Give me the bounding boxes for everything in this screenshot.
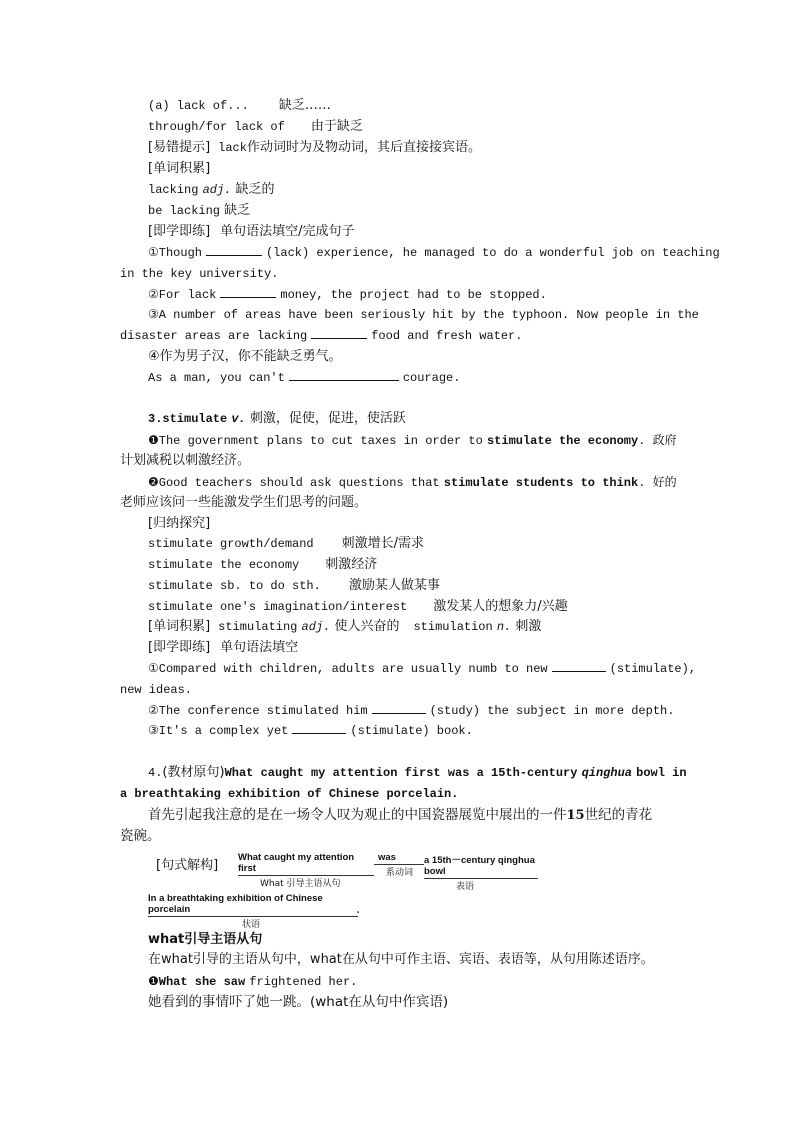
sentence-4-translation: 首先引起我注意的是在一场令人叹为观止的中国瓷器展览中展出的一件15世纪的青花 (148, 807, 653, 823)
vocab-line: [单词积累] stimulating adj. 使人兴奋的 stimulation n. 刺激 (148, 619, 542, 634)
vocab-lacking: lacking adj. 缺乏的 (148, 182, 275, 197)
phrase-through-lack-of: through/for lack of 由于缺乏 (148, 119, 363, 134)
exercise-1: ①Though (lack) experience, he managed to do a wonderful job on teaching (148, 243, 720, 263)
example-2-translation: 老师应该问一些能激发学生们思考的问题。 (120, 495, 368, 510)
diagram-predicative: a 15th－century qinghua bowl 表语 (424, 852, 538, 892)
stim-exercise-1-cont: new ideas. (120, 683, 193, 697)
example-1: ❶The government plans to cut taxes in order to stimulate the economy. 政府 (148, 433, 677, 448)
what-clause-desc: 在what引导的主语从句中，what在从句中可作主语、宾语、表语等，从句用陈述语序。 (148, 952, 654, 967)
exercise-3: ③A number of areas have been seriously hit by the typhoon. Now people in the (148, 308, 699, 322)
answer-blank[interactable] (552, 659, 606, 672)
stim-exercise-2: ②The conference stimulated him (study) the subject in more depth. (148, 701, 674, 721)
what-example-1-translation: 她看到的事情吓了她一跳。(what在从句中作宾语) (148, 994, 449, 1010)
tip-line: [易错提示] lack作动词时为及物动词，其后直接接宾语。 (148, 140, 481, 155)
answer-blank[interactable] (372, 701, 426, 714)
diagram-linking-verb: was 系动词 (374, 852, 424, 878)
sentence-4-translation-cont: 瓷碗。 (120, 828, 161, 844)
stimulate-heading: 3.stimulate v. 刺激，促使，促进，使活跃 (148, 411, 406, 426)
practice-heading-2: [即学即练] 单句语法填空 (148, 640, 299, 655)
phrase-1: stimulate growth/demand 刺激增长/需求 (148, 536, 425, 551)
phrase-4: stimulate one's imagination/interest 激发某人的想象力/兴趣 (148, 599, 568, 614)
answer-blank[interactable] (289, 368, 399, 381)
answer-blank[interactable] (292, 721, 346, 734)
stim-exercise-1: ①Compared with children, adults are usually numb to new (stimulate), (148, 659, 696, 679)
answer-blank[interactable] (220, 285, 276, 298)
example-2: ❷Good teachers should ask questions that stimulate students to think. 好的 (148, 475, 677, 490)
exercise-3-cont: disaster areas are lacking food and fresh water. (120, 326, 522, 346)
diagram-subject-clause: What caught my attention first What 引导主语从句 (238, 852, 374, 889)
exercise-1-cont: in the key university. (120, 267, 279, 281)
answer-blank[interactable] (206, 243, 262, 256)
what-example-1: ❶What she saw frightened her. (148, 974, 358, 989)
stim-exercise-3: ③It's a complex yet (stimulate) book. (148, 721, 473, 741)
vocab-tag: [单词积累] (148, 161, 211, 176)
phrase-3: stimulate sb. to do sth. 激励某人做某事 (148, 578, 440, 593)
diagram-adverbial: In a breathtaking exhibition of Chinese porcelain 状语 (148, 893, 358, 930)
exercise-4: As a man, you can't courage. (148, 368, 460, 388)
answer-blank[interactable] (311, 326, 367, 339)
what-clause-title: what引导主语从句 (148, 932, 263, 947)
phrase-lack-of: (a) lack of... 缺乏…… (148, 98, 331, 113)
sentence-4-heading: 4.(教材原句)What caught my attention first was a 15th-century qinghua bowl in (148, 765, 687, 780)
analysis-tag: [句式解构] (156, 858, 219, 873)
vocab-be-lacking: be lacking 缺乏 (148, 203, 251, 218)
exercise-2: ②For lack money, the project had to be stopped. (148, 285, 547, 305)
exercise-4-cn: ④作为男子汉，你不能缺乏勇气。 (148, 349, 342, 364)
summary-tag: [归纳探究] (148, 516, 211, 531)
example-1-translation: 计划减税以刺激经济。 (120, 453, 251, 468)
phrase-2: stimulate the economy 刺激经济 (148, 557, 378, 572)
practice-heading: [即学即练] 单句语法填空/完成句子 (148, 224, 355, 239)
diagram-period: . (356, 902, 361, 917)
sentence-4-cont: a breathtaking exhibition of Chinese porcelain. (120, 787, 459, 801)
